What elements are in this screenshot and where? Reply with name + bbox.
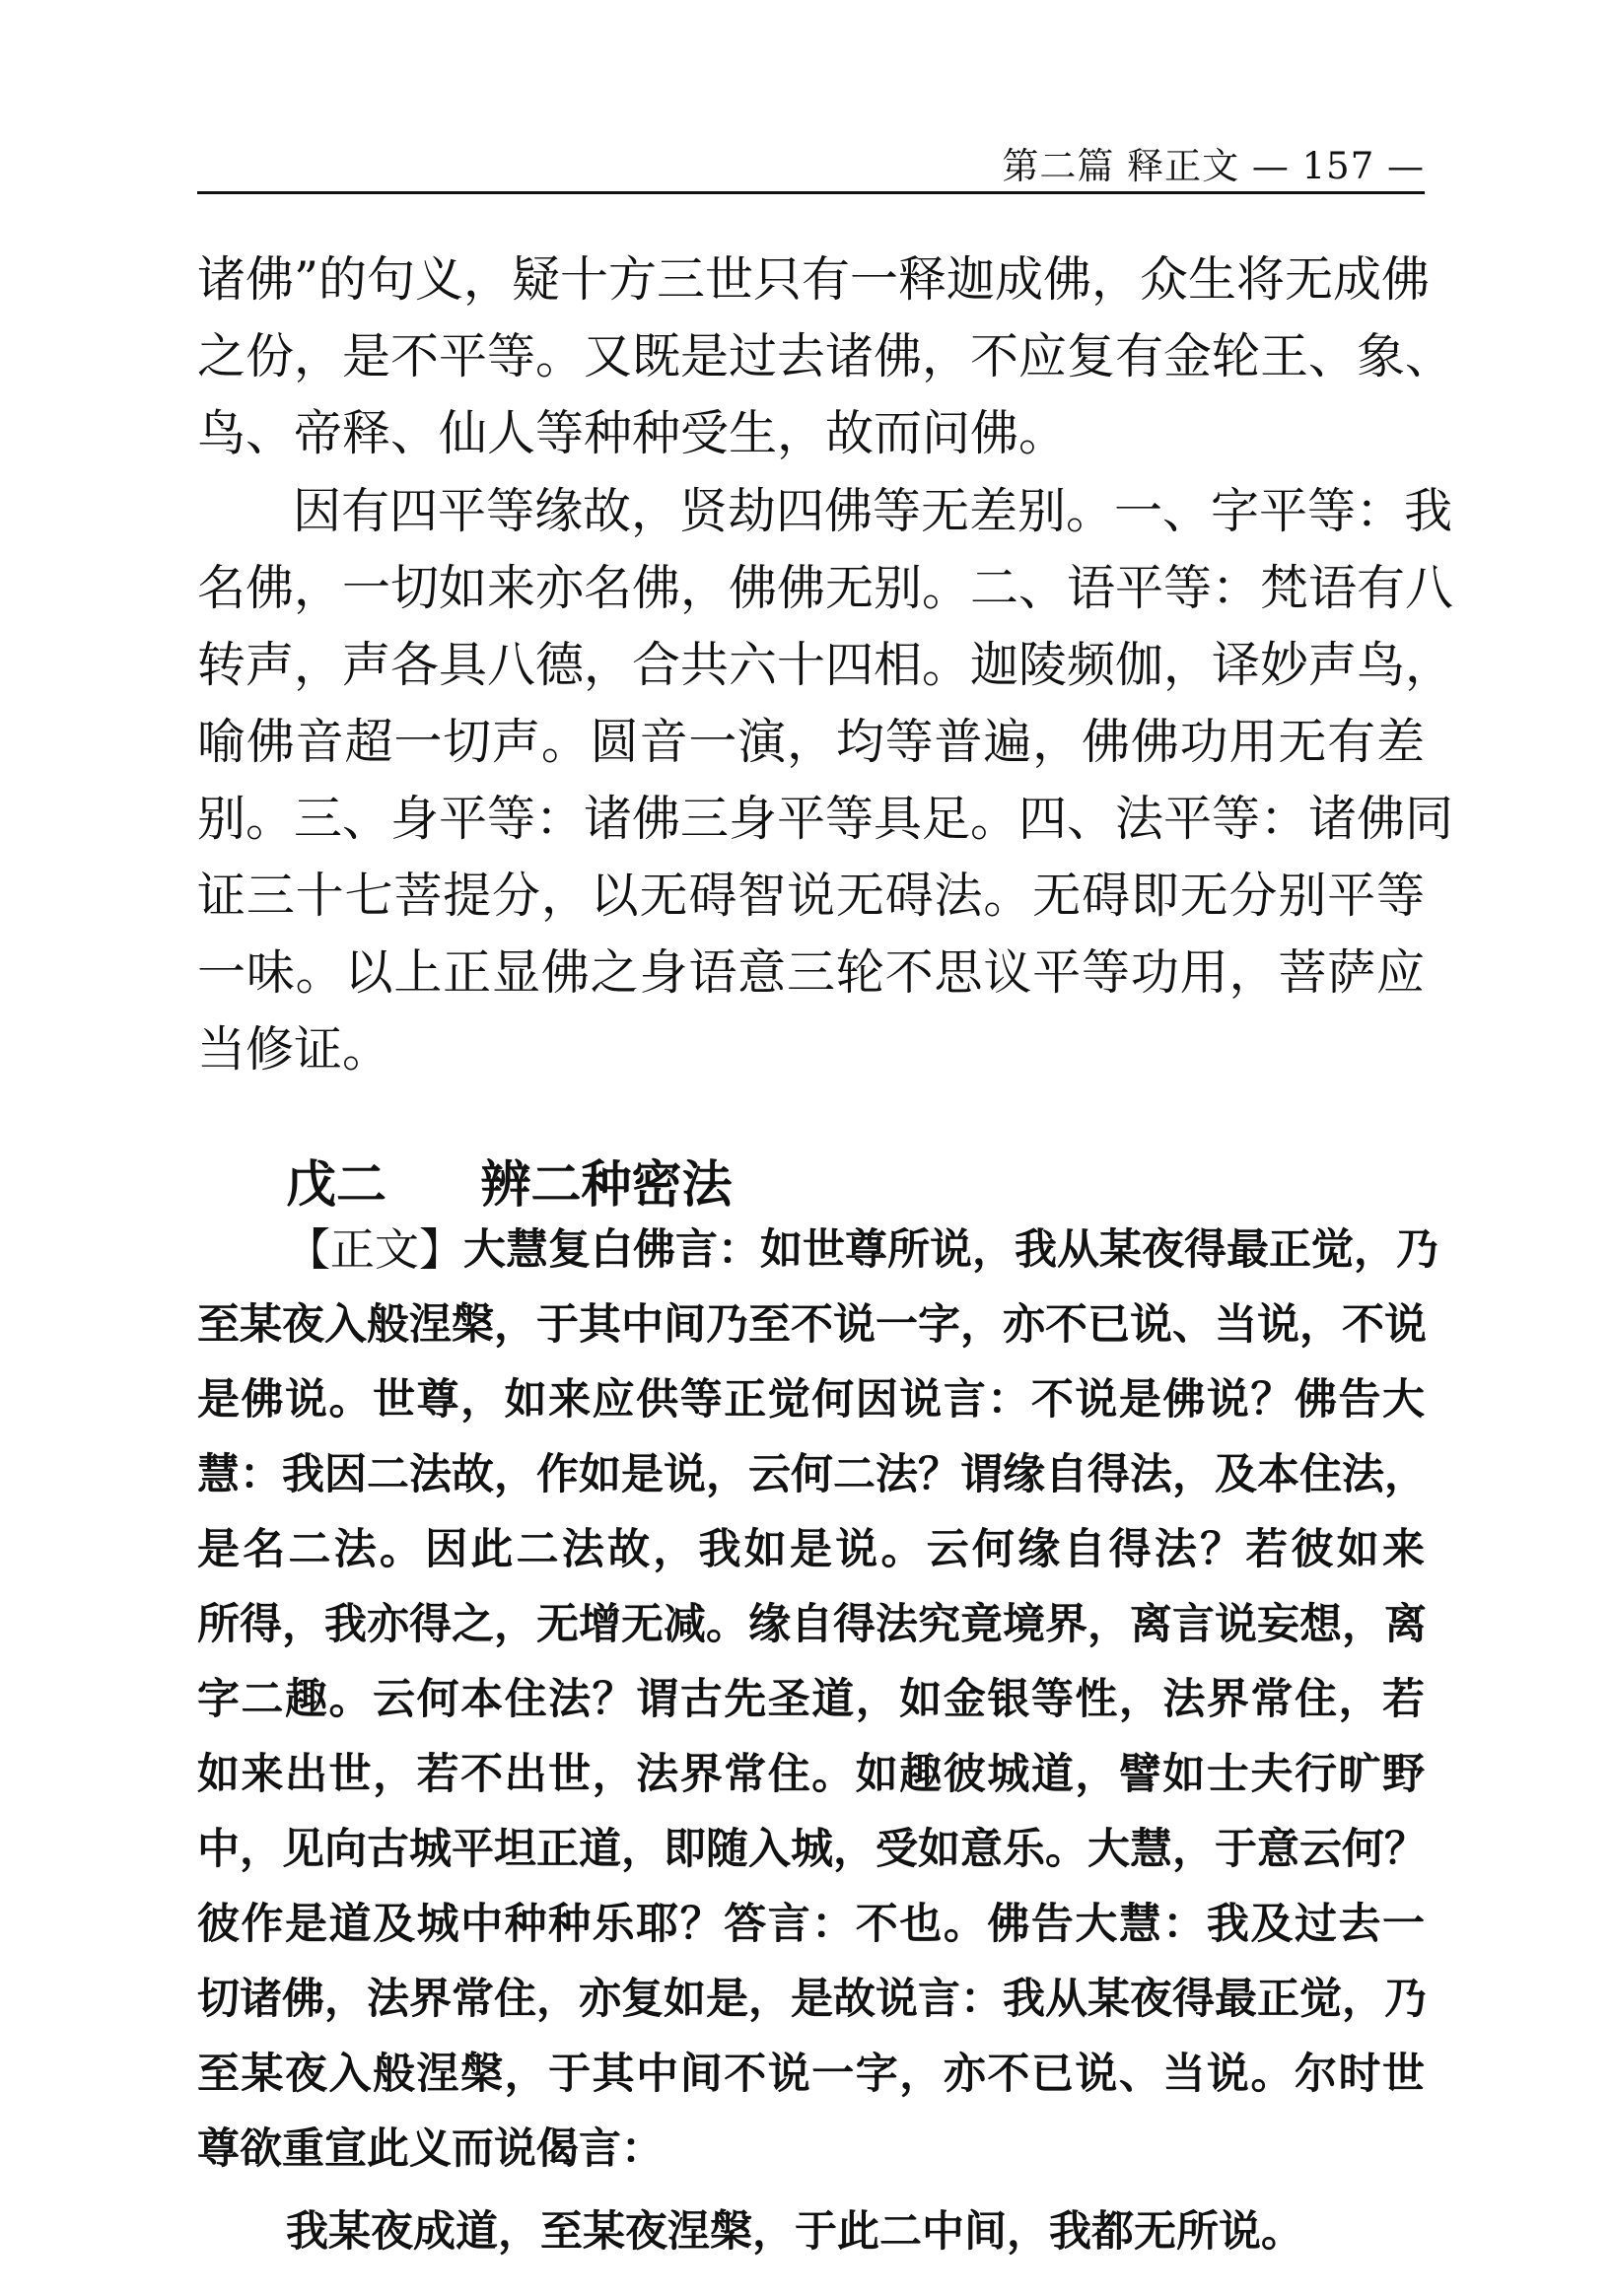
text-line: 尊欲重宣此义而说偈言： bbox=[197, 2124, 664, 2174]
text-line: 别。三、身平等：诸佛三身平等具足。四、法平等：诸佛同 bbox=[197, 791, 1454, 847]
section-title: 辨二种密法 bbox=[480, 1156, 733, 1215]
text-line: 诸佛”的句义，疑十方三世只有一释迦成佛，众生将无成佛 bbox=[197, 251, 1431, 308]
text-line: 因有四平等缘故，贤劫四佛等无差别。一、字平等：我 bbox=[293, 483, 1453, 539]
text-line: 之份，是不平等。又既是过去诸佛，不应复有金轮王、象、 bbox=[197, 328, 1454, 384]
text-line: 至某夜入般涅槃，于其中间乃至不说一字，亦不已说、当说，不说 bbox=[197, 1300, 1427, 1350]
scripture-label: 【正文】 bbox=[286, 1223, 464, 1276]
text-line: 是佛说。世尊，如来应供等正觉何因说言：不说是佛说？佛告大 bbox=[197, 1375, 1425, 1425]
text-line: 是名二法。因此二法故，我如是说。云何缘自得法？若彼如来 bbox=[197, 1525, 1425, 1574]
text-line: 中，见向古城平坦正道，即随入城，受如意乐。大慧，于意云何？ bbox=[197, 1825, 1427, 1874]
text-line: 如来出世，若不出世，法界常住。如趣彼城道，譬如士夫行旷野 bbox=[197, 1750, 1425, 1799]
scripture-first-line bbox=[286, 1213, 1439, 1287]
text-line: 字二趣。云何本住法？谓古先圣道，如金银等性，法界常住，若 bbox=[197, 1675, 1425, 1724]
text-line: 切诸佛，法界常住，亦复如是，是故说言：我从某夜得最正觉，乃 bbox=[197, 1975, 1427, 2024]
text-line: 至某夜入般涅槃，于其中间不说一字，亦不已说、当说。尔时世 bbox=[197, 2050, 1425, 2099]
running-header bbox=[197, 143, 1425, 190]
running-title-and-page-number: 第二篇 释正文 — 157 — bbox=[1002, 145, 1425, 187]
section-heading bbox=[286, 1144, 733, 1217]
text-line: 鸟、帝释、仙人等种种受生，故而问佛。 bbox=[197, 405, 1068, 461]
text-line: 大慧复白佛言：如世尊所说，我从某夜得最正觉，乃 bbox=[463, 1225, 1439, 1275]
text-line: 喻佛音超一切声。圆音一演，均等普遍，佛佛功用无有差 bbox=[197, 714, 1425, 770]
text-line: 彼作是道及城中种种乐耶？答言：不也。佛告大慧：我及过去一 bbox=[197, 1900, 1425, 1949]
text-line: 当修证。 bbox=[197, 1021, 391, 1078]
section-number: 戊二 bbox=[286, 1156, 387, 1215]
header-rule bbox=[197, 191, 1425, 194]
text-line: 转声，声各具八德，合共六十四相。迦陵频伽，译妙声鸟， bbox=[197, 637, 1454, 693]
text-line: 所得，我亦得之，无增无减。缘自得法究竟境界，离言说妄想，离 bbox=[197, 1600, 1427, 1649]
text-line: 一味。以上正显佛之身语意三轮不思议平等功用，菩萨应 bbox=[197, 944, 1425, 1001]
text-line: 慧：我因二法故，作如是说，云何二法？谓缘自得法，及本住法， bbox=[197, 1450, 1427, 1499]
verse-line: 我某夜成道，至某夜涅槃，于此二中间，我都无所说。 bbox=[286, 2207, 1303, 2257]
text-line: 名佛，一切如来亦名佛，佛佛无别。二、语平等：梵语有八 bbox=[197, 560, 1454, 616]
text-line: 证三十七菩提分，以无碍智说无碍法。无碍即无分别平等 bbox=[197, 868, 1425, 924]
